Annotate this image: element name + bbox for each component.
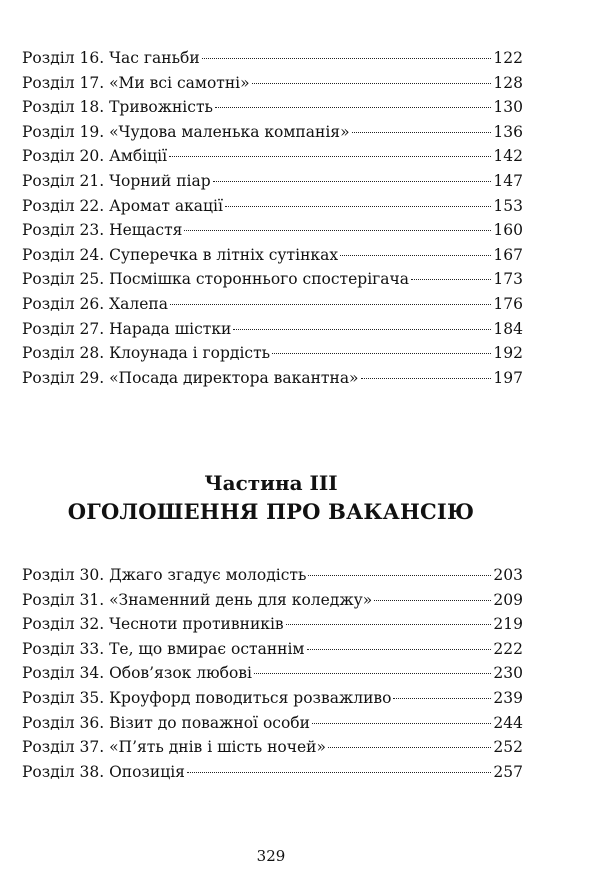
toc-entry-label: Розділ 27. Нарада шістки: [22, 319, 232, 338]
toc-entry-label: Розділ 23. Нещастя: [22, 221, 183, 240]
toc-entry-25: [22, 267, 523, 292]
dot-leader: [361, 378, 492, 379]
part-title: ОГОЛОШЕННЯ ПРО ВАКАНСІЮ: [67, 499, 475, 524]
toc-entry-label: Розділ 31. «Знаменний день для коледжу»: [22, 590, 373, 609]
dot-leader: [308, 575, 491, 576]
dot-leader: [411, 279, 491, 280]
dot-leader: [272, 353, 491, 354]
dot-leader: [307, 649, 492, 650]
toc-entry-label: Розділ 34. Обов’язок любові: [22, 664, 252, 683]
dot-leader: [225, 206, 491, 207]
toc-entry-24: [22, 243, 523, 268]
toc-entry-page: 122: [493, 49, 523, 67]
toc-entry-31: [22, 588, 523, 613]
toc-entry-37: [22, 735, 523, 760]
dot-leader: [170, 304, 491, 305]
toc-entry-page: 197: [493, 368, 523, 387]
toc-entry-label: Розділ 19. «Чудова маленька компанія»: [22, 122, 350, 141]
toc-entry-34: [22, 661, 523, 686]
toc-entry-label: Розділ 36. Візит до поважної особи: [22, 713, 310, 732]
toc-entry-label: Розділ 29. «Посада директора вакантна»: [22, 368, 359, 387]
toc-entry-page: 219: [493, 615, 523, 634]
toc-entry-page: 176: [493, 294, 523, 313]
toc-entry-20: [22, 144, 523, 169]
toc-entry-label: Розділ 21. Чорний піар: [22, 171, 211, 190]
toc-entry-label: Розділ 16. Час ганьби: [22, 49, 200, 67]
toc-entry-label: Розділ 28. Клоунада і гордість: [22, 344, 271, 363]
toc-entry-page: 184: [493, 319, 523, 338]
toc-entry-page: 252: [493, 738, 523, 757]
toc-entry-page: 244: [493, 713, 523, 732]
page-number: 329: [256, 847, 286, 865]
toc-entry-page: 136: [493, 122, 523, 141]
dot-leader: [215, 107, 491, 108]
toc-list-part-2: [22, 46, 523, 390]
toc-entry-page: 147: [493, 171, 523, 190]
toc-entry-32: [22, 612, 523, 637]
dot-leader: [169, 156, 491, 157]
toc-entry-label: Розділ 18. Тривожність: [22, 98, 213, 117]
dot-leader: [252, 83, 492, 84]
dot-leader: [233, 329, 491, 330]
toc-entry-page: 222: [493, 639, 523, 658]
toc-entry-label: Розділ 26. Халепа: [22, 294, 168, 313]
toc-entry-label: Розділ 35. Кроуфорд поводиться розважливо: [22, 688, 392, 707]
toc-entry-19: [22, 120, 523, 145]
toc-list-part-3: [22, 563, 523, 784]
toc-entry-label: Розділ 24. Суперечка в літніх сутінках: [22, 245, 339, 264]
toc-entry-36: [22, 711, 523, 736]
dot-leader: [286, 624, 492, 625]
dot-leader: [187, 772, 491, 773]
dot-leader: [202, 58, 492, 59]
toc-entry-page: 192: [493, 344, 523, 363]
toc-entry-38: [22, 760, 523, 785]
toc-entry-label: Розділ 32. Чесноти противників: [22, 615, 284, 634]
toc-entry-22: [22, 194, 523, 219]
toc-entry-page: 209: [493, 590, 523, 609]
toc-entry-label: Розділ 30. Джаго згадує молодість: [22, 566, 307, 584]
toc-entry-label: Розділ 17. «Ми всі самотні»: [22, 73, 250, 92]
toc-entry-23: [22, 218, 523, 243]
dot-leader: [374, 600, 491, 601]
toc-entry-page: 142: [493, 147, 523, 166]
toc-entry-page: 203: [493, 566, 523, 584]
dot-leader: [312, 723, 491, 724]
toc-entry-29: [22, 366, 523, 391]
toc-entry-label: Розділ 25. Посмішка стороннього спостерігача: [22, 270, 410, 289]
toc-entry-33: [22, 637, 523, 662]
dot-leader: [340, 255, 491, 256]
toc-entry-page: 128: [493, 73, 523, 92]
dot-leader: [328, 747, 491, 748]
toc-entry-page: 257: [493, 762, 523, 781]
toc-entry-35: [22, 686, 523, 711]
toc-entry-page: 167: [493, 245, 523, 264]
dot-leader: [352, 132, 492, 133]
toc-entry-16: [22, 46, 523, 71]
dot-leader: [393, 698, 491, 699]
toc-entry-label: Розділ 33. Те, що вмирає останнім: [22, 639, 305, 658]
toc-entry-28: [22, 341, 523, 366]
toc-entry-page: 239: [493, 688, 523, 707]
toc-entry-page: 173: [493, 270, 523, 289]
toc-entry-page: 160: [493, 221, 523, 240]
toc-entry-label: Розділ 38. Опозиція: [22, 762, 185, 781]
toc-entry-page: 153: [493, 196, 523, 215]
dot-leader: [184, 230, 491, 231]
dot-leader: [213, 181, 492, 182]
toc-entry-27: [22, 317, 523, 342]
toc-entry-30: [22, 563, 523, 588]
toc-entry-label: Розділ 37. «П’ять днів і шість ночей»: [22, 738, 326, 757]
toc-entry-17: [22, 71, 523, 96]
toc-entry-21: [22, 169, 523, 194]
dot-leader: [254, 673, 491, 674]
part-heading: Частина III: [204, 471, 338, 495]
toc-entry-page: 230: [493, 664, 523, 683]
toc-entry-label: Розділ 20. Амбіції: [22, 147, 168, 166]
toc-entry-label: Розділ 22. Аромат акації: [22, 196, 223, 215]
toc-entry-26: [22, 292, 523, 317]
toc-entry-18: [22, 95, 523, 120]
toc-entry-page: 130: [493, 98, 523, 117]
